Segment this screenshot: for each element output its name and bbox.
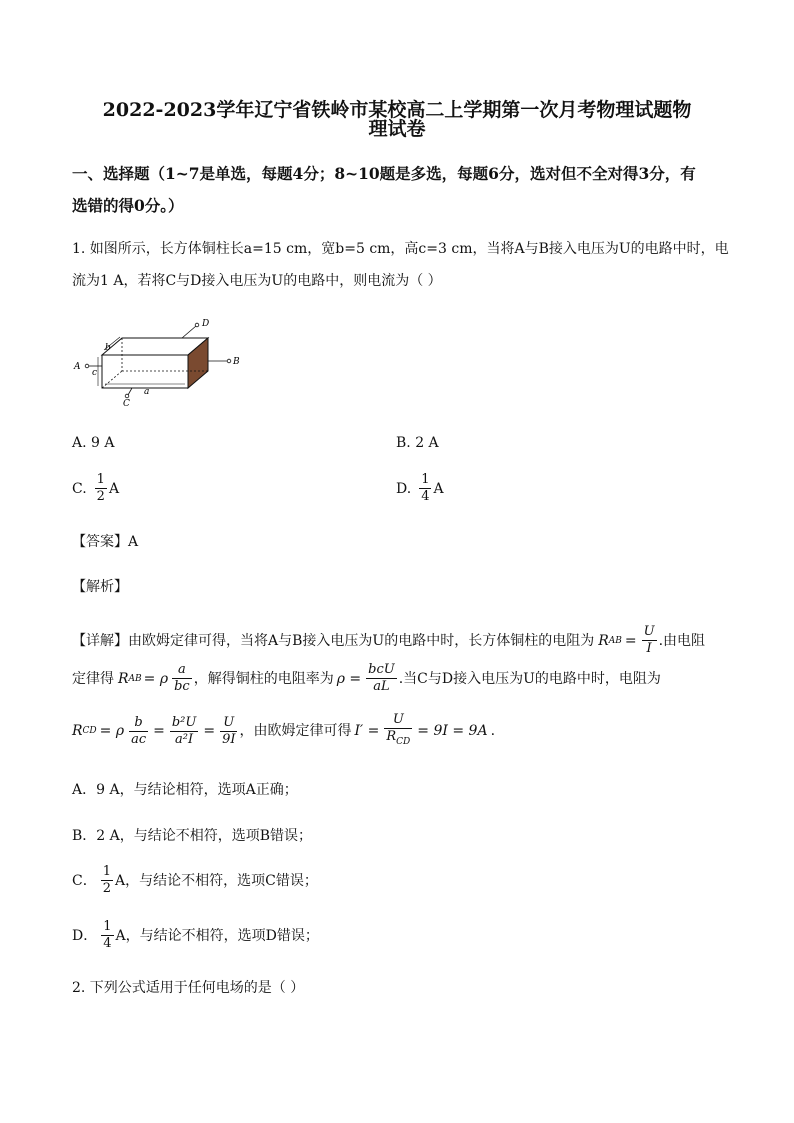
option-d-numerator: 1 [421,472,430,487]
detail-line-1-text: 【详解】由欧姆定律可得，当将A与B接入电压为U的电路中时，长方体铜柱的电阻为 [72,632,595,649]
conclusion-d-den: 4 [103,936,112,951]
detail-line-2-mid: ，解得铜柱的电阻率为 [193,670,334,687]
u-over-i-den: I [646,641,652,656]
option-c [72,472,119,505]
conclusion-c-num: 1 [102,864,111,879]
option-d-prefix: D. [396,480,412,497]
conclusion-c-fraction [101,864,113,897]
question-1-line2: 流为1 A，若将C与D接入电压为U的电路中，则电流为（ ） [72,273,442,289]
r-cd-symbol: R [72,723,83,739]
option-d-unit: A [433,480,444,497]
detail-line-3-mid: ，由欧姆定律可得 [239,723,352,739]
a-over-bc-fraction [172,662,192,695]
question-1-stem [72,234,732,296]
detail-line-2 [72,662,661,695]
option-a: A. 9 A [72,435,115,451]
conclusion-c [72,864,318,897]
detail-line-2-text: 定律得 [72,670,114,687]
r-ab-subscript: AB [608,635,622,646]
question-2-stem: 2. 下列公式适用于任何电场的是（ ） [72,980,305,996]
conclusion-a: A．9 A，与结论相符，选项A正确； [72,782,298,798]
answer-label: 【答案】A [72,534,139,550]
option-c-unit: A [108,480,120,497]
figure-label-B: B [233,357,240,367]
conclusion-b: B．2 A，与结论不相符，选项B错误； [72,828,313,844]
detail-line-3: R CD = ρ $\frac{b}{ac}$ = $\frac{\text{b²U}}{\text{a²I}}$ = $\frac{U}{9I}$ ，由欧姆定律可得 I′ = $\frac{U}{R_{CD}}$ = 9I = 9A . [72,712,495,750]
b2u-over-a2i-fraction [170,715,199,748]
bcu-over-al-den: aL [373,679,390,694]
a-over-bc-num: a [172,662,192,679]
copper-block-figure [70,318,250,408]
r-ab-subscript-2: AB [128,673,142,684]
conclusion-c-den: 2 [102,881,111,896]
a-over-bc-den: bc [174,679,190,694]
rho-symbol: ρ = [336,670,362,687]
conclusion-d-fraction [101,919,113,952]
b-over-ac-fraction [129,715,148,748]
option-c-fraction [95,472,107,505]
detail-line-1-tail: .由电阻 [658,632,706,649]
figure-label-D: D [202,319,210,329]
b-over-ac-num: b [129,715,148,732]
b2u-over-a2i-num: b²U [171,714,197,730]
r-ab-symbol: R [598,632,609,649]
u-over-rcd-fraction [384,712,412,750]
u-over-i-fraction [642,624,657,657]
u-over-i-num: U [643,624,655,639]
conclusion-c-prefix: C． [72,872,97,889]
option-d [396,472,444,505]
u-over-rcd-den [384,729,412,750]
option-b: B. 2 A [396,435,439,451]
document-title-line1: 2022-2023学年辽宁省铁岭市某校高二上学期第一次月考物理试题物 [102,99,692,121]
u-over-9i-fraction [220,715,237,748]
rho-eq: = ρ [143,670,169,687]
conclusion-c-text: A，与结论不相符，选项C错误； [115,872,318,889]
i-prime-eq: I′ = [354,723,380,739]
detail-line-2-tail: .当C与D接入电压为U的电路中时，电阻为 [398,670,661,687]
rcd-rho-eq: = ρ [99,723,125,739]
conclusion-d-text: A，与结论不相符，选项D错误； [115,927,319,944]
detail-line-1: 【详解】由欧姆定律可得，当将A与B接入电压为U的电路中时，长方体铜柱的电阻为 R AB = $\frac{U}{I}$ .由电阻 [72,624,706,656]
figure-label-b: b [105,343,111,353]
section-heading-line1: 一、选择题（1~7是单选，每题4分；8~10题是多选，每题6分，选对但不全对得3分，有 [72,164,696,183]
rcd-den-symbol: R [386,729,397,744]
r-cd-subscript: CD [82,726,97,736]
conclusion-d-num: 1 [103,919,112,934]
conclusion-d-prefix: D． [72,927,98,944]
bcu-over-al-num: bcU [368,662,395,677]
analysis-label: 【解析】 [72,579,128,595]
r-ab-symbol-2: R [118,670,129,687]
document-title-line2: 理试卷 [368,118,426,140]
section-heading [72,158,732,222]
option-d-denominator: 4 [421,489,430,504]
figure-label-a: a [144,387,150,397]
b2u-over-a2i-den: a²I [175,731,194,747]
section-heading-line2: 选错的得0分。） [72,196,184,215]
figure-label-c: c [92,368,98,378]
b-over-ac-den: ac [131,731,147,747]
u-over-9i-den: 9I [222,731,236,747]
bcu-over-al-fraction [366,662,397,695]
figure-label-A: A [74,362,81,372]
question-1-line1: 1. 如图所示，长方体铜柱长a=15 cm，宽b=5 cm，高c=3 cm，当将A与B接入电压为U的电路中时，电 [72,241,729,257]
option-d-fraction [419,472,431,505]
option-c-prefix: C. [72,480,87,497]
u-over-rcd-num: U [384,712,412,729]
detail-line-3-end: . [490,723,496,739]
conclusion-d [72,919,319,952]
option-c-numerator: 1 [96,472,105,487]
i-prime-result: = 9I = 9A [417,723,488,739]
figure-label-C: C [123,399,130,408]
u-over-9i-num: U [220,715,237,732]
rcd-den-subscript: CD [396,737,411,747]
option-c-denominator: 2 [96,489,105,504]
